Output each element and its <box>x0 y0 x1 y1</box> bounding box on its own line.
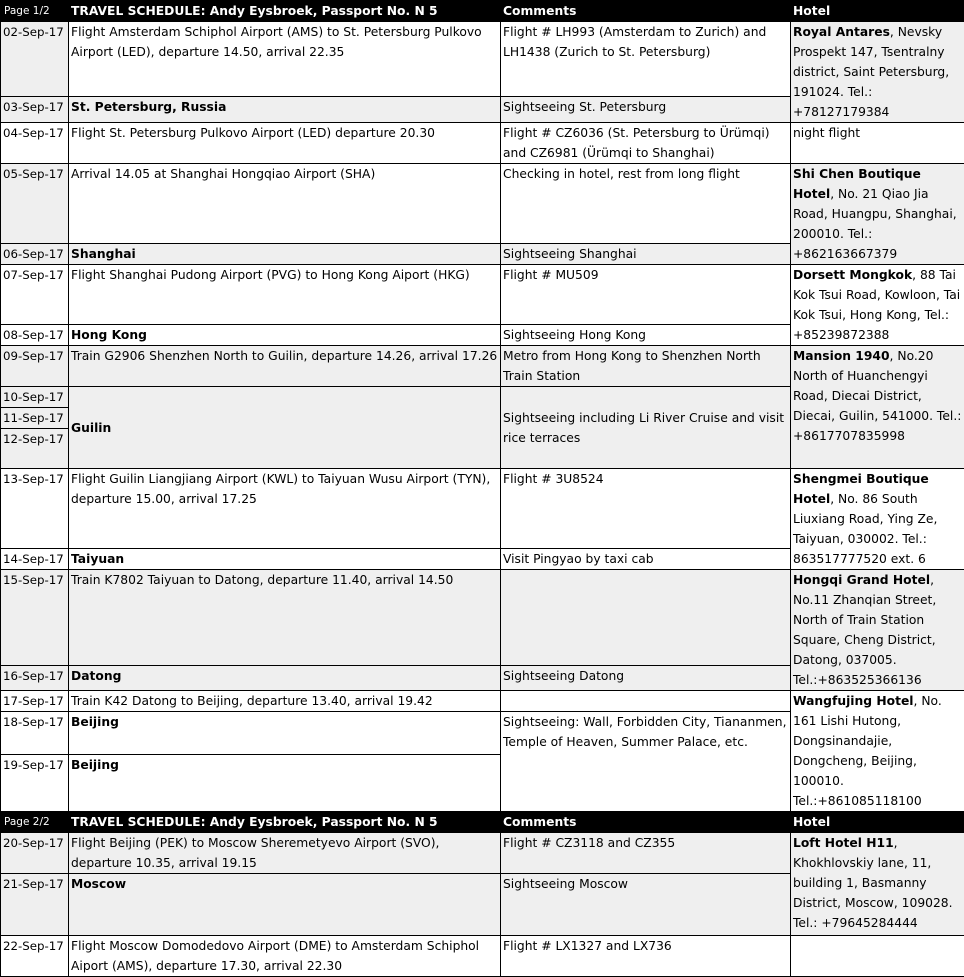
hotel-cell <box>791 570 964 691</box>
page1-header-row <box>1 1 964 22</box>
row-comment: Flight # CZ6036 (St. Petersburg to Ürümqi) and CZ6981 (Ürümqi to Shanghai) <box>501 123 791 164</box>
hotel-details: night flight <box>793 126 860 140</box>
row-comment: Flight # 3U8524 <box>501 469 791 549</box>
row-activity: Flight Shanghai Pudong Airport (PVG) to Hong Kong Aiport (HKG) <box>69 265 501 325</box>
row-date: 03-Sep-17 <box>1 97 69 123</box>
row-activity: Flight Amsterdam Schiphol Airport (AMS) to St. Petersburg Pulkovo Airport (LED), departure 14.50, arrival 22.35 <box>69 22 501 97</box>
row-comment <box>501 570 791 666</box>
row-comment: Metro from Hong Kong to Shenzhen North Train Station <box>501 346 791 387</box>
row-comment: Sightseeing Moscow <box>501 874 791 936</box>
hotel-cell <box>791 346 964 469</box>
row-date: 16-Sep-17 <box>1 665 69 690</box>
schedule-row <box>1 570 964 666</box>
row-comment: Flight # LX1327 and LX736 <box>501 936 791 977</box>
page2-comments-header: Comments <box>501 812 791 833</box>
guilin-comment: Sightseeing including Li River Cruise and visit rice terraces <box>501 387 791 469</box>
row-activity: Shanghai <box>69 244 501 265</box>
row-date: 15-Sep-17 <box>1 570 69 666</box>
hotel-name: Shengmei Boutique Hotel <box>793 472 929 506</box>
row-date: 13-Sep-17 <box>1 469 69 549</box>
hotel-name: Loft Hotel H11 <box>793 836 894 850</box>
row-activity: Flight Guilin Liangjiang Airport (KWL) to Taiyuan Wusu Airport (TYN), departure 15.00, arrival 17.25 <box>69 469 501 549</box>
schedule-row <box>1 346 964 387</box>
hotel-details: , No. 21 Qiao Jia Road, Huangpu, Shanghai, 200010. Tel.: +862163667379 <box>793 187 957 261</box>
page1-passport-suffix: 5 <box>429 1 438 21</box>
schedule-row <box>1 691 964 712</box>
row-date: 14-Sep-17 <box>1 549 69 570</box>
row-comment: Checking in hotel, rest from long flight <box>501 164 791 244</box>
page2-passport-suffix: 5 <box>429 812 438 832</box>
hotel-details: , Nevsky Prospekt 147, Tsentralny district, Saint Petersburg, 191024. Tel.: +78127179384 <box>793 25 949 119</box>
hotel-details: , No. 161 Lishi Hutong, Dongsinandajie, Dongcheng, Beijing, 100010. Tel.:+861085118100 <box>793 694 942 808</box>
row-comment: Flight # CZ3118 and CZ355 <box>501 833 791 874</box>
page2-title <box>69 812 501 833</box>
hotel-name: Wangfujing Hotel <box>793 694 914 708</box>
page1-title-text: TRAVEL SCHEDULE: Andy Eysbroek, Passport No. N <box>71 4 425 18</box>
row-comment: Flight # LH993 (Amsterdam to Zurich) and LH1438 (Zurich to St. Petersburg) <box>501 22 791 97</box>
schedule-row <box>1 22 964 97</box>
row-date: 11-Sep-17 <box>1 408 69 429</box>
row-activity: Beijing <box>69 755 501 812</box>
schedule-row <box>1 936 964 977</box>
hotel-cell <box>791 22 964 123</box>
row-comment: Flight # MU509 <box>501 265 791 325</box>
row-date: 20-Sep-17 <box>1 833 69 874</box>
schedule-row <box>1 123 964 164</box>
hotel-details: , 88 Tai Kok Tsui Road, Kowloon, Tai Kok Tsui, Hong Kong, Tel.: +85239872388 <box>793 268 960 342</box>
hotel-details: , Khokhlovskiy lane, 11, building 1, Basmanny District, Moscow, 109028. Tel.: +79645284444 <box>793 836 953 930</box>
page1-hotel-header: Hotel <box>791 1 964 22</box>
row-date: 08-Sep-17 <box>1 325 69 346</box>
hotel-cell <box>791 265 964 346</box>
hotel-cell <box>791 691 964 812</box>
row-date: 21-Sep-17 <box>1 874 69 936</box>
hotel-cell <box>791 123 964 164</box>
schedule-row <box>1 469 964 549</box>
row-comment: Sightseeing Shanghai <box>501 244 791 265</box>
hotel-cell <box>791 164 964 265</box>
row-activity: Train K42 Datong to Beijing, departure 13.40, arrival 19.42 <box>69 691 501 712</box>
row-date: 10-Sep-17 <box>1 387 69 408</box>
guilin-activity: Guilin <box>69 387 501 469</box>
row-date: 02-Sep-17 <box>1 22 69 97</box>
page1-comments-header: Comments <box>501 1 791 22</box>
row-date: 05-Sep-17 <box>1 164 69 244</box>
row-activity: Train G2906 Shenzhen North to Guilin, departure 14.26, arrival 17.26 <box>69 346 501 387</box>
row-activity: Taiyuan <box>69 549 501 570</box>
schedule-row <box>1 833 964 874</box>
hotel-name: Dorsett Mongkok <box>793 268 912 282</box>
row-activity: Moscow <box>69 874 501 936</box>
row-activity: Hong Kong <box>69 325 501 346</box>
schedule-row <box>1 265 964 325</box>
page1-title <box>69 1 501 22</box>
page2-header-row <box>1 812 964 833</box>
page2-title-text: TRAVEL SCHEDULE: Andy Eysbroek, Passport No. N <box>71 815 425 829</box>
hotel-name: Shi Chen Boutique Hotel <box>793 167 921 201</box>
row-comment: Sightseeing Datong <box>501 665 791 690</box>
row-date: 18-Sep-17 <box>1 712 69 755</box>
row-date: 17-Sep-17 <box>1 691 69 712</box>
row-comment <box>501 691 791 712</box>
row-activity: Train K7802 Taiyuan to Datong, departure 11.40, arrival 14.50 <box>69 570 501 666</box>
hotel-name: Mansion 1940 <box>793 349 890 363</box>
row-comment: Sightseeing St. Petersburg <box>501 97 791 123</box>
row-date: 04-Sep-17 <box>1 123 69 164</box>
hotel-details: , No.20 North of Huanchengyi Road, Diecai District, Diecai, Guilin, 541000. Tel.: +8617707835998 <box>793 349 961 443</box>
hotel-details: , No.11 Zhanqian Street, North of Train Station Square, Cheng District, Datong, 037005. Tel.:+863525366136 <box>793 573 936 687</box>
schedule-row <box>1 164 964 244</box>
hotel-cell <box>791 833 964 936</box>
hotel-details: , No. 86 South Liuxiang Road, Ying Ze, Taiyuan, 030002. Tel.: 863517777520 ext. 6 <box>793 492 937 566</box>
row-activity: Flight Beijing (PEK) to Moscow Sheremetyevo Airport (SVO), departure 10.35, arrival 19.15 <box>69 833 501 874</box>
row-date: 07-Sep-17 <box>1 265 69 325</box>
hotel-name: Hongqi Grand Hotel <box>793 573 930 587</box>
hotel-cell <box>791 936 964 977</box>
row-activity: St. Petersburg, Russia <box>69 97 501 123</box>
row-activity: Datong <box>69 665 501 690</box>
hotel-cell <box>791 469 964 570</box>
row-date: 12-Sep-17 <box>1 429 69 469</box>
row-comment: Visit Pingyao by taxi cab <box>501 549 791 570</box>
row-date: 19-Sep-17 <box>1 755 69 812</box>
row-date: 22-Sep-17 <box>1 936 69 977</box>
page2-hotel-header: Hotel <box>791 812 964 833</box>
row-date: 09-Sep-17 <box>1 346 69 387</box>
row-activity: Arrival 14.05 at Shanghai Hongqiao Airport (SHA) <box>69 164 501 244</box>
hotel-name: Royal Antares <box>793 25 890 39</box>
row-activity: Beijing <box>69 712 501 755</box>
row-comment: Sightseeing Hong Kong <box>501 325 791 346</box>
beijing-comment: Sightseeing: Wall, Forbidden City, Tiananmen, Temple of Heaven, Summer Palace, etc. <box>501 712 791 812</box>
page1-label: Page 1/2 <box>1 1 69 22</box>
row-date: 06-Sep-17 <box>1 244 69 265</box>
page2-label: Page 2/2 <box>1 812 69 833</box>
row-activity: Flight St. Petersburg Pulkovo Airport (LED) departure 20.30 <box>69 123 501 164</box>
row-activity: Flight Moscow Domodedovo Airport (DME) to Amsterdam Schiphol Aiport (AMS), departure 17.30, arrival 22.30 <box>69 936 501 977</box>
